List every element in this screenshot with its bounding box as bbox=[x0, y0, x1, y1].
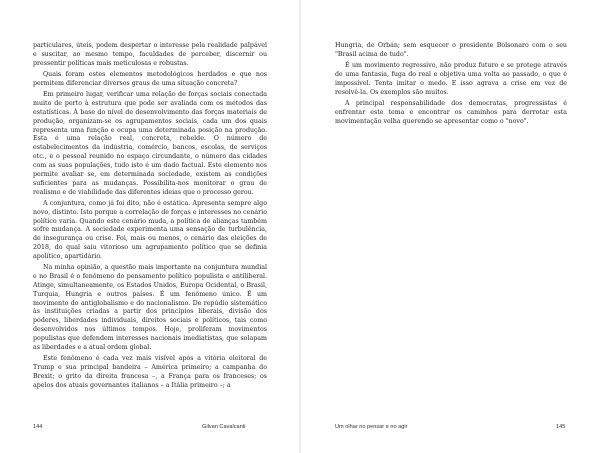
paragraph: Em primeiro lugar, verificar uma relação de forças sociais conectada muito de perto à estrutura que pode ser avaliada com os métodos das estatísticas. À base do nível de desenvolvimento das forças materiais de produção, organizam-se os agrupamentos sociais, cada um dos quais representa uma função e ocupa uma determinada posição na produção. Esta é uma relação real, concreta, rebelde. O número de estabelecimentos da indústria, comércio, bancos, escolas, de serviços etc., e o pessoal reunido no espaço circundante, o número das cidades com as suas populações, tudo isto é um dado factual. Este elemento nos permite avaliar se, em determinada sociedade, existem as condições suficientes para as mudanças. Possibilita-nos monitorar o grau de realismo e de viabilidade das diferentes ideias que o processo gerou. bbox=[33, 91, 267, 196]
right-page-text bbox=[335, 42, 567, 129]
running-footer: Um olhar no pensar e no agir bbox=[335, 424, 408, 430]
left-page-text bbox=[33, 42, 267, 393]
paragraph: Este fenômeno é cada vez mais visível após a vitória eleitoral de Trump e sua principal bandeira – América primeiro; a campanha do Brexit; o grito da direita francesa –, a França para os franceses; os apelos dos atuais governantes italianos – a Itália primeiro –; a bbox=[33, 355, 267, 389]
paragraph: Hungria, de Orbán; sem esquecer o presidente Bolsonaro com o seu "Brasil acima de tudo". bbox=[335, 42, 567, 58]
page-number: 144 bbox=[33, 424, 43, 430]
page-number: 145 bbox=[556, 424, 566, 430]
running-footer: Gilvan Cavalcanti bbox=[202, 424, 246, 430]
paragraph: Quais foram estes elementos metodológicos herdados e que nos permitem diferenciar diversos graus de uma situação concreta? bbox=[33, 71, 267, 87]
paragraph: Na minha opinião, a questão mais importante na conjuntura mundial e no Brasil é o fenômeno do pensamento político populista e antiliberal. Atinge, simultaneamente, os Estados Unidos, Europa Ocidental, o Brasil, Turquia, Hungria e outros países. É um fenômeno único. É um movimento do antiglobalismo e do nacionalismo. De repúdio sistemático às instituições criadas a partir dos princípios liberais, divisão dos poderes, liberdades individuais, direitos sociais e políticos, tais como desenvolvidos nos últimos tempos. Hoje, proliferam movimentos populistas que defendem interesses nacionais imediatistas, que solapam as liberdades e a atual ordem global. bbox=[33, 264, 267, 351]
paragraph: A principal responsabilidade dos democratas, progressistas é enfrentar este tema e encontrar os caminhos para derrotar esta movimentação velha querendo se apresentar como o "novo". bbox=[335, 100, 567, 125]
paragraph: particulares, úteis, podem despertar o interesse pela realidade palpável e suscitar, ao mesmo tempo, faculdades de perceber, discernir ou pressentir políticas mais meticulosas e robustas. bbox=[33, 42, 267, 67]
paragraph: A conjuntura, como já foi dito, não é estática. Apresenta sempre algo novo, distinto. Isto porque a correlação de forças e interesses no cenário político varia. Quando este cenário muda, a política de alianças também sofre mudança. A sociedade experimenta uma sensação de turbulência, de insegurança ou crise. Foi, mais ou menos, o cenário das eleições de 2018, do qual saiu vitorioso um agrupamento político que se definia apolítico, apartidário. bbox=[33, 199, 267, 260]
paragraph: É um movimento regressivo, não produz futuro e se protege através de uma fantasia, fuga do real e objetiva uma volta ao passado, o que é impossível. Tenta imitar o medo. E isso agrava a crise em vez de resolvê-la. Os exemplos são muitos. bbox=[335, 62, 567, 96]
right-page bbox=[300, 0, 600, 453]
